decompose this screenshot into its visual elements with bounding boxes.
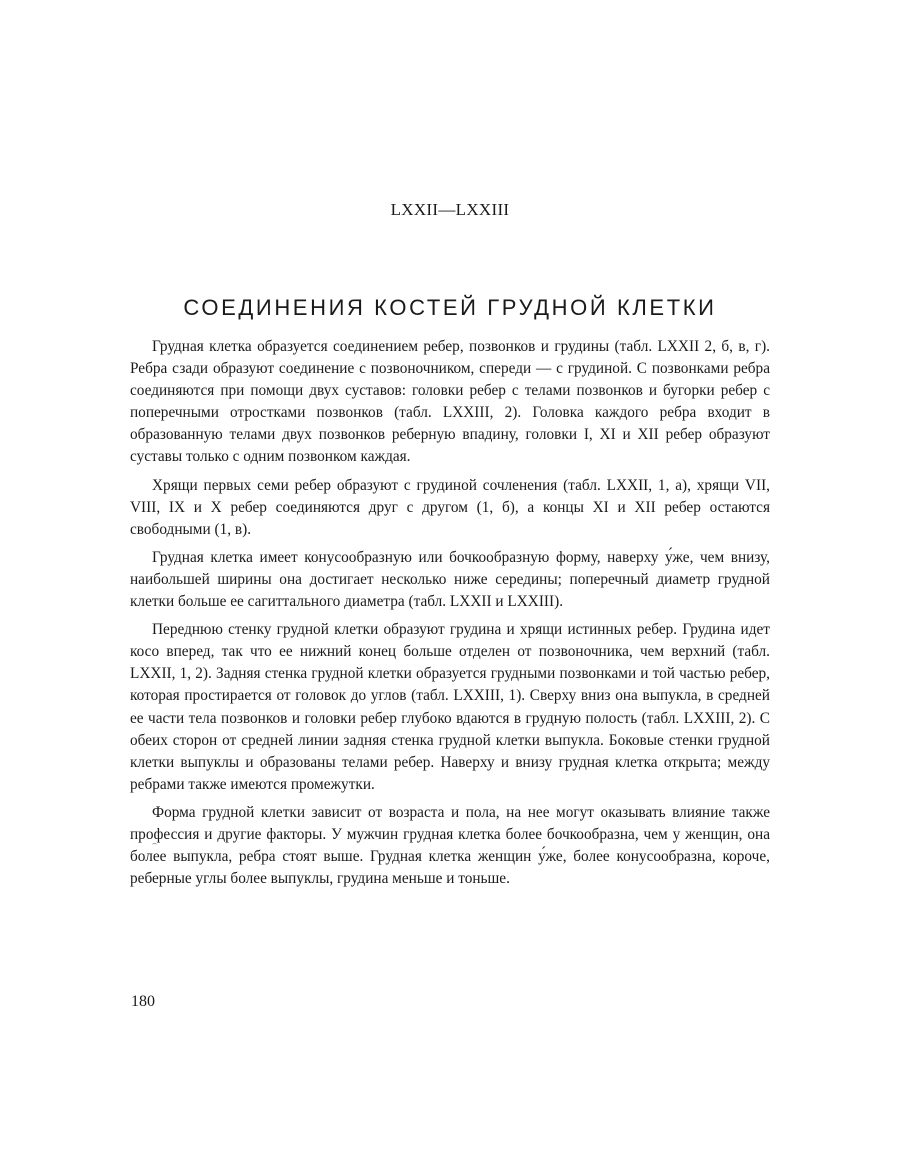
paragraph: Переднюю стенку грудной клетки образуют грудина и хрящи истинных ребер. Грудина идет косо вперед, так что ее нижний конец больше отделен от позвоночника, чем верхний (табл. LXXII, 1, 2). Задняя стенка грудной клетки образуется грудными позвонками и той частью ребер, которая простирается от головок до углов (табл. LXXIII, 1). Сверху вниз она выпукла, в средней ее части тела позвонков и головки ребер глубоко вдаются в грудную полость (табл. LXXIII, 2). С обеих сторон от средней линии задняя стенка грудной клетки выпукла. Боковые стенки грудной клетки выпуклы и образованы телами ребер. Наверху и внизу грудная клетка открыта; между ребрами также имеются промежутки. — [130, 621, 770, 793]
body-text — [130, 336, 770, 896]
paragraph: Грудная клетка образуется соединением ребер, позвонков и грудины (табл. LXXII 2, б, в, г). Ребра сзади образуют соединение с позвоночником, спереди — с грудиной. С позвонками ребра соединяются при помощи двух суставов: головки ребер с телами позвонков и бугорки ребер с поперечными отростками позвонков (табл. LXXIII, 2). Головка каждого ребра входит в образованную телами двух позвонков реберную впадину, головки I, XI и XII ребер образуют суставы только с одним позвонком каждая. — [130, 338, 770, 466]
print-speck — [152, 843, 157, 847]
page-number: 180 — [131, 993, 155, 1010]
chapter-title: СОЕДИНЕНИЯ КОСТЕЙ ГРУДНОЙ КЛЕТКИ — [183, 294, 717, 320]
table-reference-heading: LXXII—LXXIII — [390, 200, 510, 219]
paragraph: Хрящи первых семи ребер образуют с грудиной сочленения (табл. LXXII, 1, а), хрящи VII, VIII, IX и X ребер соединяются друг с другом (1, б), а концы XI и XII ребер остаются свободными (1, в). — [130, 476, 770, 538]
paragraph: Форма грудной клетки зависит от возраста и пола, на нее могут оказывать влияние также профессия и другие факторы. У мужчин грудная клетка более бочкообразна, чем у женщин, она более выпукла, ребра стоят выше. Грудная клетка женщин у́же, более конусообразна, короче, реберные углы более выпуклы, грудина меньше и тоньше. — [130, 803, 770, 888]
paragraph: Грудная клетка имеет конусообразную или бочкообразную форму, наверху у́же, чем внизу, наибольшей ширины она достигает несколько ниже середины; поперечный диаметр грудной клетки больше ее сагиттального диаметра (табл. LXXII и LXXIII). — [130, 548, 770, 611]
